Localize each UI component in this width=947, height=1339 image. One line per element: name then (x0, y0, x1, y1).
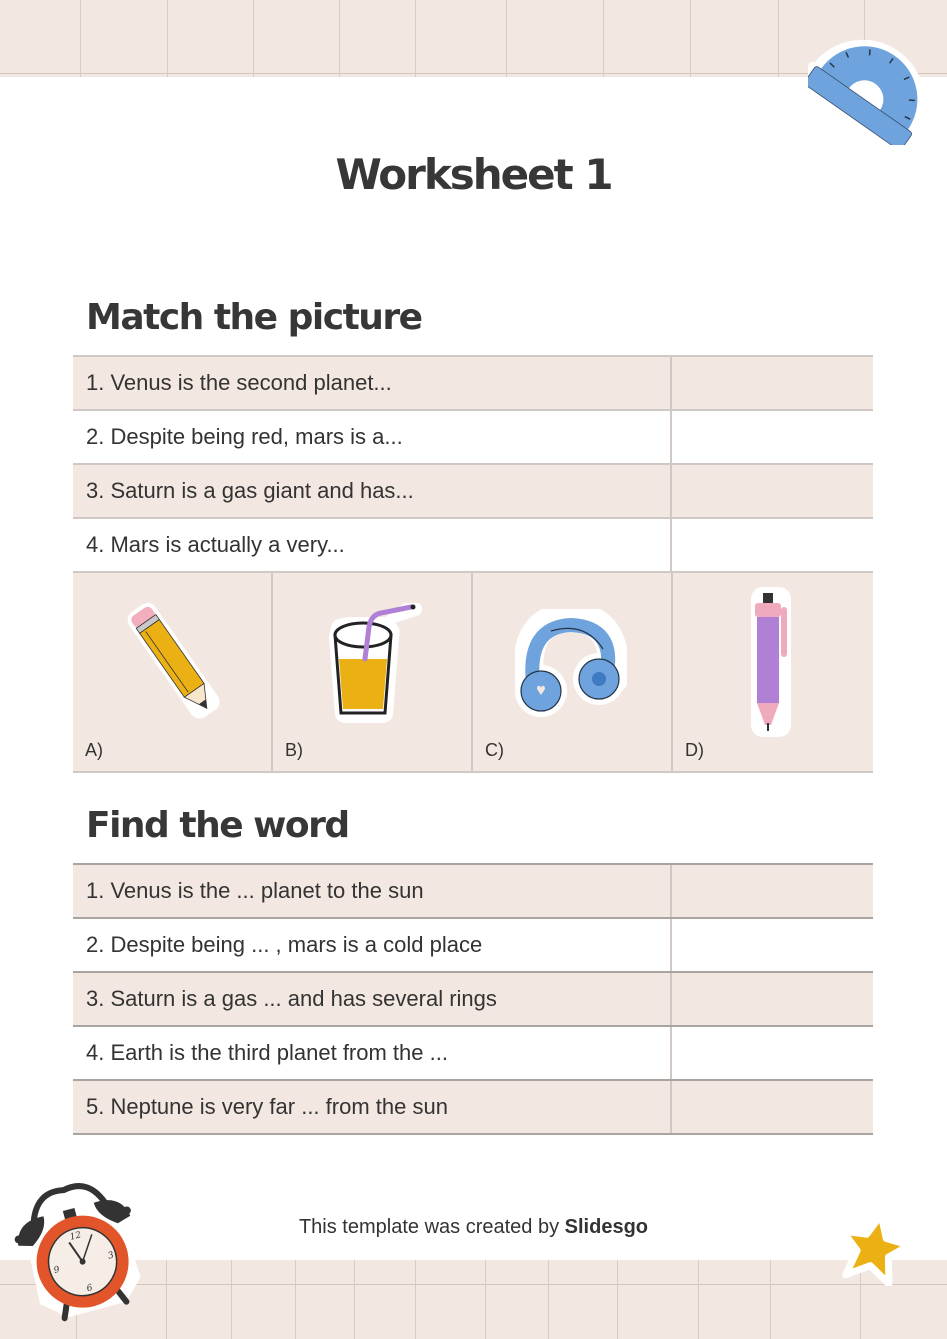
footer-brand-link[interactable]: Slidesgo (564, 1216, 649, 1238)
find-table (73, 863, 873, 1135)
grid-line (339, 0, 340, 77)
answer-cell[interactable] (672, 973, 873, 1025)
picture-label: C) (485, 740, 504, 760)
grid-line (770, 1260, 771, 1339)
answer-cell[interactable] (672, 865, 873, 917)
picture-row (73, 571, 873, 773)
headphones-icon (515, 609, 627, 719)
answer-cell[interactable] (672, 919, 873, 971)
picture-cell-b[interactable] (273, 573, 473, 771)
svg-text:12: 12 (68, 1230, 83, 1243)
grid-line (603, 0, 604, 77)
answer-cell[interactable] (672, 1081, 873, 1133)
question-text: 2. Despite being ... , mars is a cold place (73, 919, 672, 971)
grid-line (690, 0, 691, 77)
svg-text:3: 3 (106, 1250, 116, 1262)
table-row (73, 517, 873, 571)
answer-cell[interactable] (672, 357, 873, 409)
table-row (73, 863, 873, 917)
grid-line (617, 1260, 618, 1339)
section-heading-match: Match the picture (86, 297, 422, 338)
grid-line (253, 0, 254, 77)
answer-cell[interactable] (672, 1027, 873, 1079)
picture-label: D) (685, 740, 704, 760)
question-text: 3. Saturn is a gas giant and has... (73, 465, 672, 517)
section-heading-find: Find the word (86, 805, 349, 846)
page-title: Worksheet 1 (335, 150, 612, 199)
pen-icon (741, 585, 801, 741)
top-grid-band (0, 0, 947, 77)
question-text: 4. Mars is actually a very... (73, 519, 672, 571)
question-text: 2. Despite being red, mars is a... (73, 411, 672, 463)
answer-cell[interactable] (672, 519, 873, 571)
picture-cell-c[interactable] (473, 573, 673, 771)
grid-line (415, 1260, 416, 1339)
grid-line (231, 1260, 232, 1339)
svg-text:6: 6 (85, 1283, 94, 1295)
picture-label: B) (285, 740, 303, 760)
picture-label: A) (85, 740, 103, 760)
grid-line (166, 1260, 167, 1339)
table-row (73, 917, 873, 971)
star-icon (834, 1210, 914, 1286)
table-row (73, 971, 873, 1025)
alarm-clock-icon (12, 1172, 148, 1322)
pencil-icon (123, 595, 223, 725)
match-table (73, 355, 873, 773)
grid-line (485, 1260, 486, 1339)
grid-line (506, 0, 507, 77)
question-text: 4. Earth is the third planet from the ... (73, 1027, 672, 1079)
table-row (73, 1079, 873, 1135)
question-text: 3. Saturn is a gas ... and has several rings (73, 973, 672, 1025)
juice-cup-icon (325, 597, 425, 727)
grid-line (0, 73, 947, 74)
table-row (73, 1025, 873, 1079)
footer-text: This template was created by (298, 1216, 565, 1238)
grid-line (80, 0, 81, 77)
svg-text:9: 9 (52, 1265, 61, 1277)
grid-line (167, 0, 168, 77)
grid-line (295, 1260, 296, 1339)
protractor-icon (808, 30, 938, 145)
question-text: 1. Venus is the ... planet to the sun (73, 865, 672, 917)
grid-line (548, 1260, 549, 1339)
grid-line (354, 1260, 355, 1339)
grid-line (778, 0, 779, 77)
answer-cell[interactable] (672, 465, 873, 517)
picture-cell-d[interactable] (673, 573, 873, 771)
grid-line (698, 1260, 699, 1339)
answer-cell[interactable] (672, 411, 873, 463)
table-row (73, 355, 873, 409)
table-row (73, 409, 873, 463)
table-row (73, 463, 873, 517)
grid-line (415, 0, 416, 77)
question-text: 5. Neptune is very far ... from the sun (73, 1081, 672, 1133)
question-text: 1. Venus is the second planet... (73, 357, 672, 409)
picture-cell-a[interactable] (73, 573, 273, 771)
